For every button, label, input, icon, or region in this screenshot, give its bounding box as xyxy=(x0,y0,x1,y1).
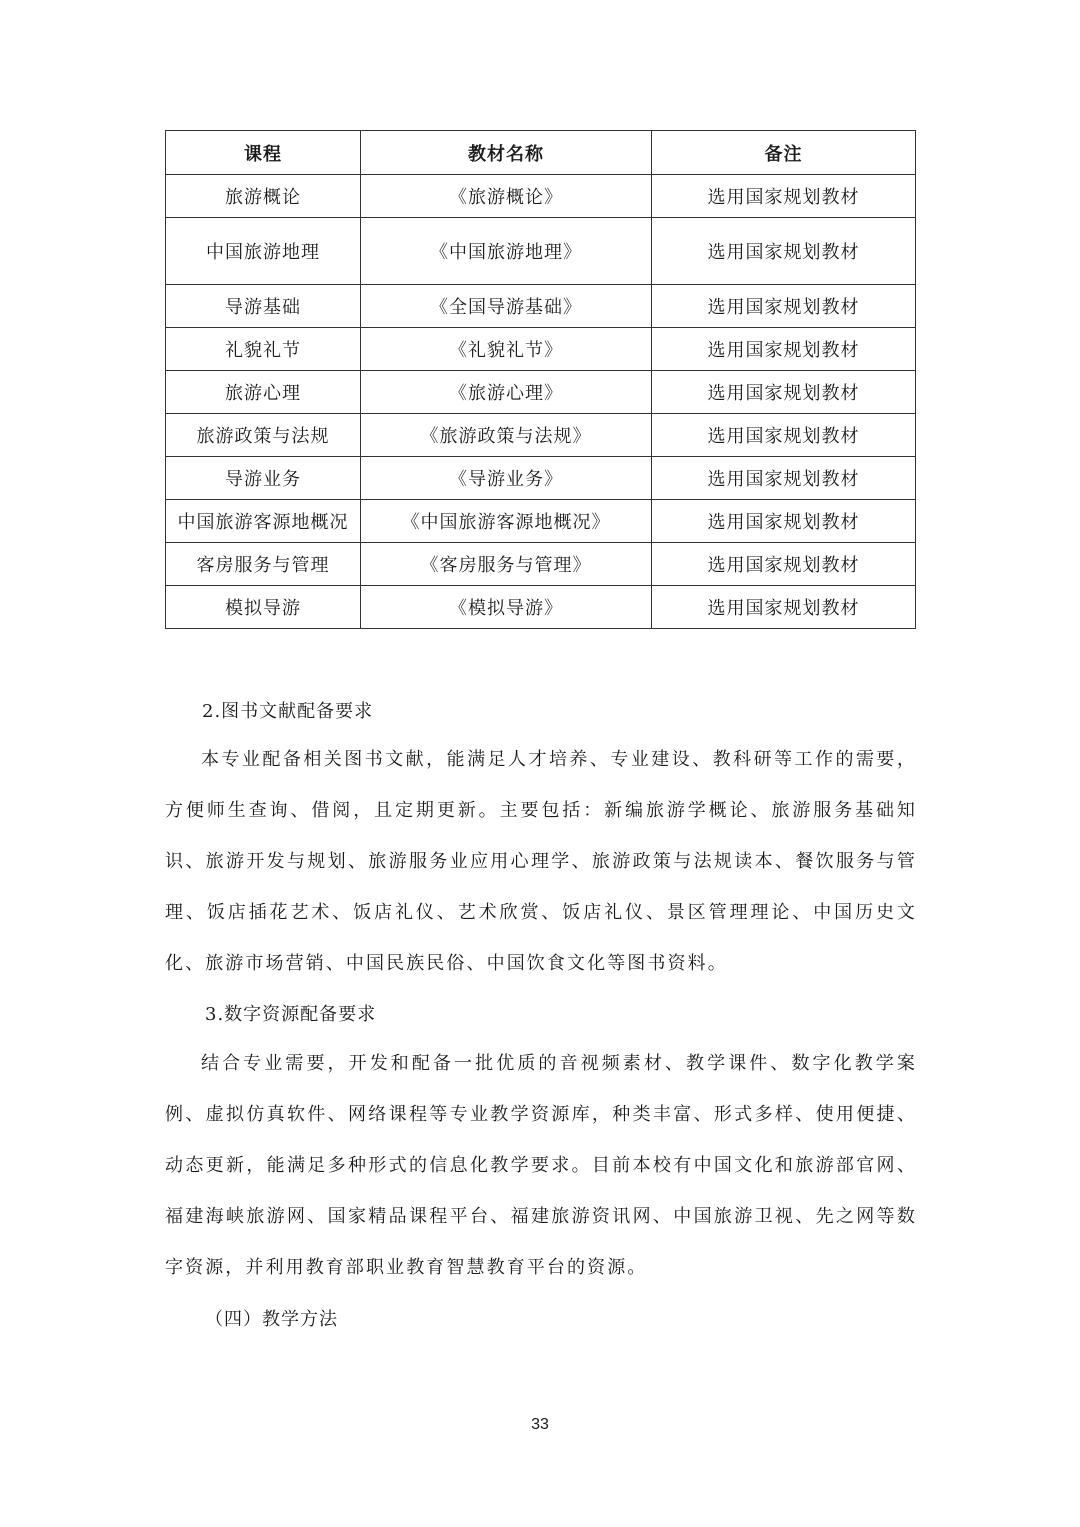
table-header-row xyxy=(166,131,916,175)
note-cell: 选用国家规划教材 xyxy=(652,218,916,285)
textbook-table xyxy=(165,130,916,629)
methods-section-heading: （四）教学方法 xyxy=(205,1309,338,1330)
course-cell: 中国旅游客源地概况 xyxy=(166,500,361,543)
textbook-cell: 《导游业务》 xyxy=(361,457,652,500)
course-cell: 中国旅游地理 xyxy=(166,218,361,285)
course-cell: 客房服务与管理 xyxy=(166,543,361,586)
note-cell: 选用国家规划教材 xyxy=(652,285,916,328)
course-cell: 旅游概论 xyxy=(166,175,361,218)
note-cell: 选用国家规划教材 xyxy=(652,414,916,457)
table-row xyxy=(166,586,916,629)
header-textbook: 教材名称 xyxy=(361,131,652,175)
page-number: 33 xyxy=(531,1416,549,1433)
note-cell: 选用国家规划教材 xyxy=(652,586,916,629)
note-cell: 选用国家规划教材 xyxy=(652,543,916,586)
note-cell: 选用国家规划教材 xyxy=(652,175,916,218)
table-row xyxy=(166,285,916,328)
table-row xyxy=(166,175,916,218)
digital-section-heading: 3.数字资源配备要求 xyxy=(205,1004,377,1025)
books-section-heading: 2.图书文献配备要求 xyxy=(202,701,374,722)
digital-section-paragraph: 结合专业需要，开发和配备一批优质的音视频素材、教学课件、数字化教学案例、虚拟仿真软件、网络课程等专业教学资源库，种类丰富、形式多样、使用便捷、动态更新，能满足多种形式的信息化教学要求。目前本校有中国文化和旅游部官网、福建海峡旅游网、国家精品课程平台、福建旅游资讯网、中国旅游卫视、先之网等数字资源，并利用教育部职业教育智慧教育平台的资源。 xyxy=(165,1053,917,1278)
textbook-cell: 《旅游心理》 xyxy=(361,371,652,414)
note-cell: 选用国家规划教材 xyxy=(652,457,916,500)
table-row xyxy=(166,543,916,586)
table-row xyxy=(166,371,916,414)
table-row xyxy=(166,500,916,543)
table-row xyxy=(166,328,916,371)
course-cell: 礼貌礼节 xyxy=(166,328,361,371)
textbook-cell: 《全国导游基础》 xyxy=(361,285,652,328)
course-cell: 模拟导游 xyxy=(166,586,361,629)
note-cell: 选用国家规划教材 xyxy=(652,371,916,414)
table-row xyxy=(166,414,916,457)
textbook-cell: 《中国旅游客源地概况》 xyxy=(361,500,652,543)
table-row xyxy=(166,218,916,285)
table-row xyxy=(166,457,916,500)
header-course: 课程 xyxy=(166,131,361,175)
course-cell: 旅游政策与法规 xyxy=(166,414,361,457)
note-cell: 选用国家规划教材 xyxy=(652,500,916,543)
textbook-cell: 《旅游政策与法规》 xyxy=(361,414,652,457)
textbook-cell: 《客房服务与管理》 xyxy=(361,543,652,586)
note-cell: 选用国家规划教材 xyxy=(652,328,916,371)
books-section-paragraph: 本专业配备相关图书文献，能满足人才培养、专业建设、教科研等工作的需要，方便师生查询、借阅，且定期更新。主要包括：新编旅游学概论、旅游服务基础知识、旅游开发与规划、旅游服务业应用心理学、旅游政策与法规读本、餐饮服务与管理、饭店插花艺术、饭店礼仪、艺术欣赏、饭店礼仪、景区管理理论、中国历史文化、旅游市场营销、中国民族民俗、中国饮食文化等图书资料。 xyxy=(165,749,917,974)
textbook-cell: 《模拟导游》 xyxy=(361,586,652,629)
course-cell: 导游基础 xyxy=(166,285,361,328)
course-cell: 旅游心理 xyxy=(166,371,361,414)
textbook-cell: 《中国旅游地理》 xyxy=(361,218,652,285)
header-note: 备注 xyxy=(652,131,916,175)
textbook-cell: 《礼貌礼节》 xyxy=(361,328,652,371)
course-cell: 导游业务 xyxy=(166,457,361,500)
textbook-cell: 《旅游概论》 xyxy=(361,175,652,218)
